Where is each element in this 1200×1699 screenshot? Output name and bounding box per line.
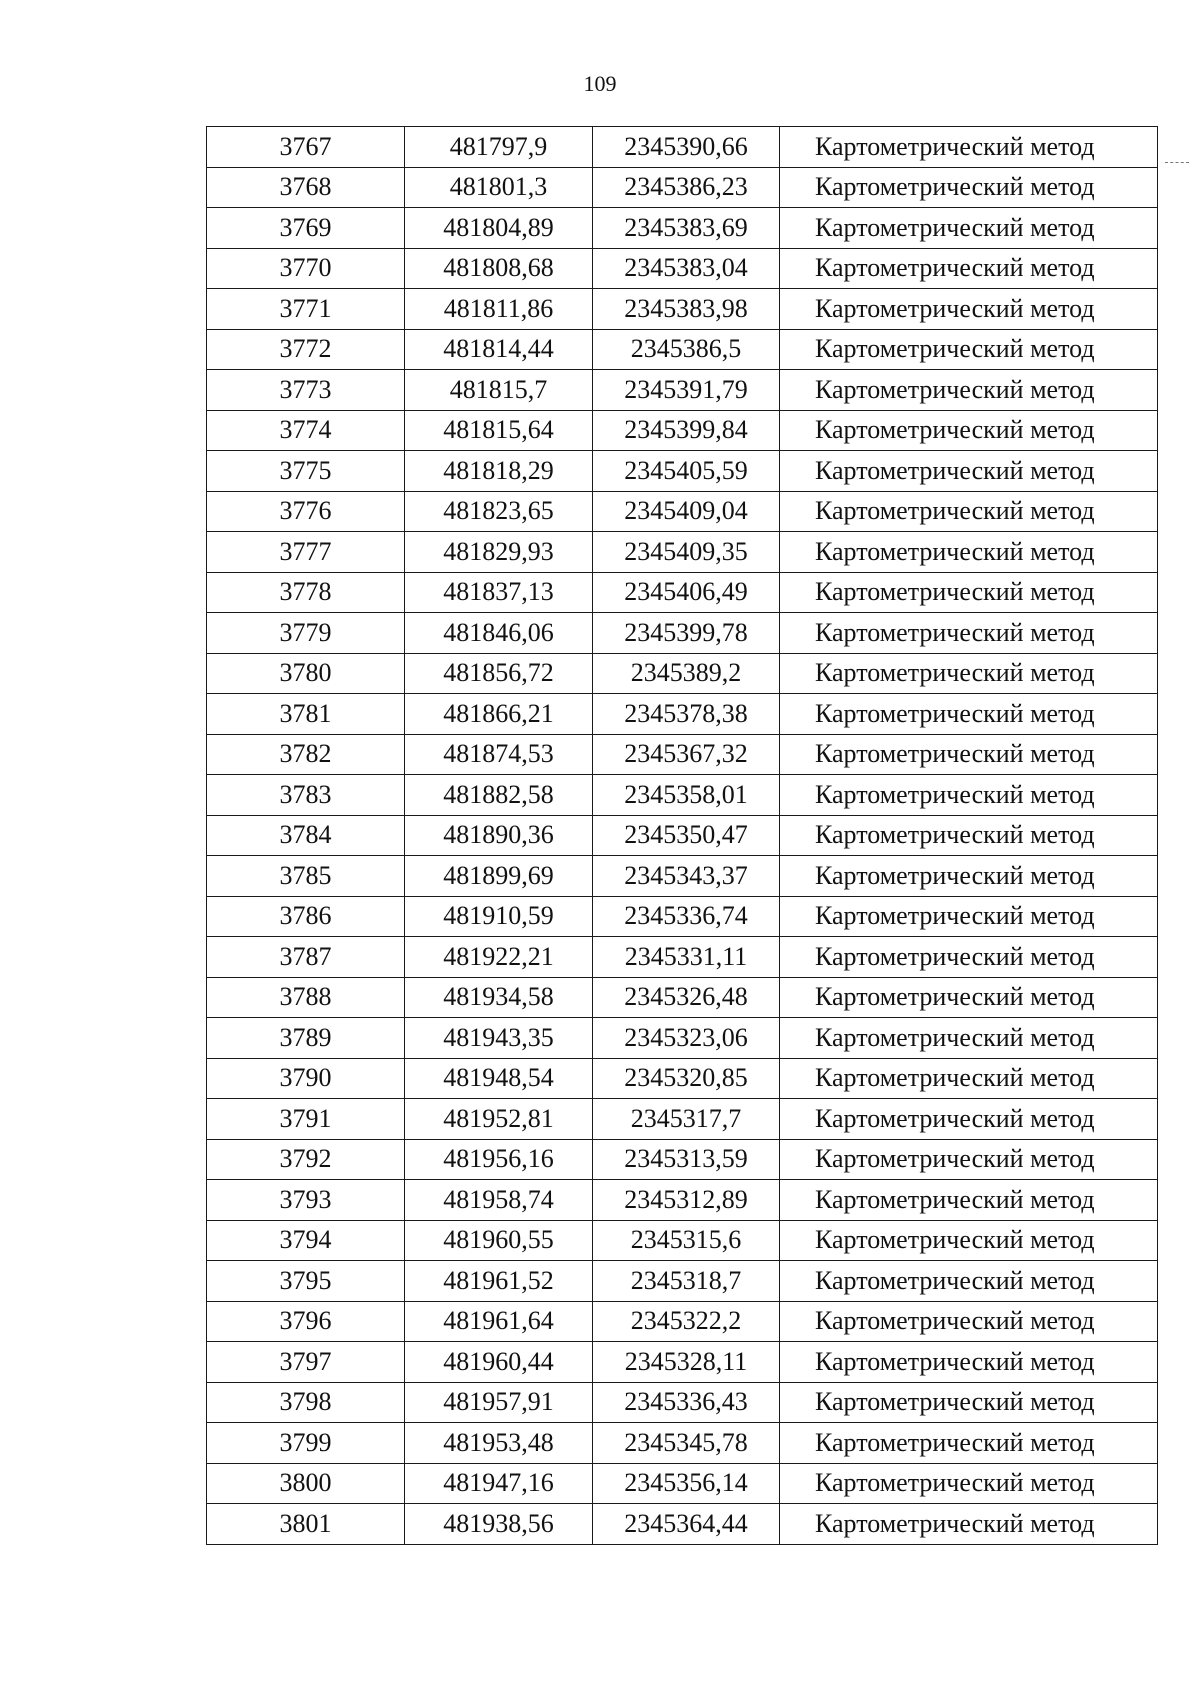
table-row — [207, 167, 1158, 208]
cell-x-coordinate: 481815,64 — [405, 410, 593, 451]
cell-y-coordinate: 2345343,37 — [593, 856, 780, 897]
cell-point-number: 3789 — [207, 1018, 405, 1059]
cell-y-coordinate: 2345356,14 — [593, 1463, 780, 1504]
cell-point-number: 3786 — [207, 896, 405, 937]
cell-y-coordinate: 2345389,2 — [593, 653, 780, 694]
cell-y-coordinate: 2345312,89 — [593, 1180, 780, 1221]
cell-x-coordinate: 481797,9 — [405, 127, 593, 168]
table-row — [207, 653, 1158, 694]
cell-y-coordinate: 2345345,78 — [593, 1423, 780, 1464]
cell-point-number: 3776 — [207, 491, 405, 532]
cell-point-number: 3768 — [207, 167, 405, 208]
cell-point-number: 3769 — [207, 208, 405, 249]
cell-x-coordinate: 481818,29 — [405, 451, 593, 492]
cell-y-coordinate: 2345367,32 — [593, 734, 780, 775]
cell-point-number: 3781 — [207, 694, 405, 735]
coordinates-table — [206, 126, 1158, 1545]
table-row — [207, 289, 1158, 330]
table-row — [207, 1099, 1158, 1140]
cell-x-coordinate: 481823,65 — [405, 491, 593, 532]
table-row — [207, 127, 1158, 168]
cell-y-coordinate: 2345358,01 — [593, 775, 780, 816]
cell-y-coordinate: 2345390,66 — [593, 127, 780, 168]
table-row — [207, 856, 1158, 897]
cell-x-coordinate: 481899,69 — [405, 856, 593, 897]
cell-point-number: 3791 — [207, 1099, 405, 1140]
cell-x-coordinate: 481856,72 — [405, 653, 593, 694]
cell-point-number: 3778 — [207, 572, 405, 613]
cell-y-coordinate: 2345399,84 — [593, 410, 780, 451]
cell-point-number: 3780 — [207, 653, 405, 694]
cell-y-coordinate: 2345350,47 — [593, 815, 780, 856]
cell-y-coordinate: 2345386,5 — [593, 329, 780, 370]
cell-method: Картометрический метод — [780, 1342, 1158, 1383]
cell-x-coordinate: 481938,56 — [405, 1504, 593, 1545]
cell-method: Картометрический метод — [780, 410, 1158, 451]
cell-x-coordinate: 481957,91 — [405, 1382, 593, 1423]
cell-method: Картометрический метод — [780, 491, 1158, 532]
cell-x-coordinate: 481956,16 — [405, 1139, 593, 1180]
table-row — [207, 410, 1158, 451]
cell-x-coordinate: 481815,7 — [405, 370, 593, 411]
cell-point-number: 3800 — [207, 1463, 405, 1504]
cell-y-coordinate: 2345331,11 — [593, 937, 780, 978]
cell-method: Картометрический метод — [780, 977, 1158, 1018]
table-row — [207, 370, 1158, 411]
cell-y-coordinate: 2345336,74 — [593, 896, 780, 937]
table-row — [207, 937, 1158, 978]
cell-point-number: 3790 — [207, 1058, 405, 1099]
table-row — [207, 532, 1158, 573]
table-row — [207, 1342, 1158, 1383]
table-row — [207, 1423, 1158, 1464]
cell-x-coordinate: 481866,21 — [405, 694, 593, 735]
cell-x-coordinate: 481958,74 — [405, 1180, 593, 1221]
cell-method: Картометрический метод — [780, 1382, 1158, 1423]
table-row — [207, 977, 1158, 1018]
table-row — [207, 775, 1158, 816]
cell-method: Картометрический метод — [780, 248, 1158, 289]
cell-point-number: 3796 — [207, 1301, 405, 1342]
cell-x-coordinate: 481961,64 — [405, 1301, 593, 1342]
cell-y-coordinate: 2345405,59 — [593, 451, 780, 492]
cell-y-coordinate: 2345336,43 — [593, 1382, 780, 1423]
cell-method: Картометрический метод — [780, 127, 1158, 168]
cell-y-coordinate: 2345322,2 — [593, 1301, 780, 1342]
cell-y-coordinate: 2345315,6 — [593, 1220, 780, 1261]
cell-x-coordinate: 481890,36 — [405, 815, 593, 856]
table-row — [207, 1261, 1158, 1302]
cell-x-coordinate: 481846,06 — [405, 613, 593, 654]
cell-point-number: 3782 — [207, 734, 405, 775]
cell-y-coordinate: 2345318,7 — [593, 1261, 780, 1302]
cell-y-coordinate: 2345409,04 — [593, 491, 780, 532]
cell-method: Картометрический метод — [780, 370, 1158, 411]
cell-y-coordinate: 2345399,78 — [593, 613, 780, 654]
cell-point-number: 3788 — [207, 977, 405, 1018]
cell-method: Картометрический метод — [780, 1220, 1158, 1261]
table-row — [207, 1139, 1158, 1180]
cell-x-coordinate: 481874,53 — [405, 734, 593, 775]
cell-method: Картометрический метод — [780, 734, 1158, 775]
cell-x-coordinate: 481801,3 — [405, 167, 593, 208]
cell-method: Картометрический метод — [780, 532, 1158, 573]
cell-point-number: 3783 — [207, 775, 405, 816]
cell-x-coordinate: 481814,44 — [405, 329, 593, 370]
cell-point-number: 3772 — [207, 329, 405, 370]
table-row — [207, 1058, 1158, 1099]
cell-method: Картометрический метод — [780, 208, 1158, 249]
cell-x-coordinate: 481948,54 — [405, 1058, 593, 1099]
cell-point-number: 3795 — [207, 1261, 405, 1302]
cell-y-coordinate: 2345391,79 — [593, 370, 780, 411]
table-row — [207, 1018, 1158, 1059]
cell-point-number: 3779 — [207, 613, 405, 654]
cell-y-coordinate: 2345406,49 — [593, 572, 780, 613]
cell-method: Картометрический метод — [780, 1058, 1158, 1099]
cell-x-coordinate: 481952,81 — [405, 1099, 593, 1140]
cell-point-number: 3785 — [207, 856, 405, 897]
cell-y-coordinate: 2345313,59 — [593, 1139, 780, 1180]
cell-method: Картометрический метод — [780, 1504, 1158, 1545]
cell-method: Картометрический метод — [780, 572, 1158, 613]
cell-method: Картометрический метод — [780, 775, 1158, 816]
cell-point-number: 3801 — [207, 1504, 405, 1545]
cell-x-coordinate: 481947,16 — [405, 1463, 593, 1504]
cell-x-coordinate: 481910,59 — [405, 896, 593, 937]
table-row — [207, 329, 1158, 370]
cell-method: Картометрический метод — [780, 289, 1158, 330]
table-row — [207, 1180, 1158, 1221]
cell-x-coordinate: 481953,48 — [405, 1423, 593, 1464]
cell-y-coordinate: 2345378,38 — [593, 694, 780, 735]
cell-y-coordinate: 2345364,44 — [593, 1504, 780, 1545]
cell-y-coordinate: 2345383,04 — [593, 248, 780, 289]
table-row — [207, 1382, 1158, 1423]
table-row — [207, 1301, 1158, 1342]
table-row — [207, 815, 1158, 856]
cell-y-coordinate: 2345317,7 — [593, 1099, 780, 1140]
cell-x-coordinate: 481804,89 — [405, 208, 593, 249]
cell-method: Картометрический метод — [780, 167, 1158, 208]
table-row — [207, 613, 1158, 654]
cell-method: Картометрический метод — [780, 1099, 1158, 1140]
table-row — [207, 248, 1158, 289]
cell-x-coordinate: 481961,52 — [405, 1261, 593, 1302]
cell-method: Картометрический метод — [780, 451, 1158, 492]
table-row — [207, 1504, 1158, 1545]
table-row — [207, 734, 1158, 775]
cell-x-coordinate: 481922,21 — [405, 937, 593, 978]
cell-method: Картометрический метод — [780, 856, 1158, 897]
cell-x-coordinate: 481934,58 — [405, 977, 593, 1018]
coordinates-table-body — [207, 127, 1158, 1545]
cell-x-coordinate: 481882,58 — [405, 775, 593, 816]
cell-method: Картометрический метод — [780, 1018, 1158, 1059]
cell-method: Картометрический метод — [780, 1261, 1158, 1302]
cell-point-number: 3770 — [207, 248, 405, 289]
cell-method: Картометрический метод — [780, 1301, 1158, 1342]
cell-method: Картометрический метод — [780, 896, 1158, 937]
cell-point-number: 3787 — [207, 937, 405, 978]
cell-y-coordinate: 2345320,85 — [593, 1058, 780, 1099]
cell-method: Картометрический метод — [780, 613, 1158, 654]
cell-x-coordinate: 481960,55 — [405, 1220, 593, 1261]
scan-artifact-dash — [1165, 162, 1189, 163]
cell-method: Картометрический метод — [780, 1180, 1158, 1221]
cell-method: Картометрический метод — [780, 694, 1158, 735]
cell-point-number: 3793 — [207, 1180, 405, 1221]
cell-y-coordinate: 2345409,35 — [593, 532, 780, 573]
page-number: 109 — [583, 71, 617, 96]
table-row — [207, 208, 1158, 249]
cell-point-number: 3767 — [207, 127, 405, 168]
cell-point-number: 3799 — [207, 1423, 405, 1464]
cell-method: Картометрический метод — [780, 815, 1158, 856]
cell-point-number: 3771 — [207, 289, 405, 330]
cell-x-coordinate: 481829,93 — [405, 532, 593, 573]
cell-method: Картометрический метод — [780, 1139, 1158, 1180]
cell-y-coordinate: 2345326,48 — [593, 977, 780, 1018]
cell-point-number: 3784 — [207, 815, 405, 856]
table-row — [207, 896, 1158, 937]
table-row — [207, 572, 1158, 613]
cell-point-number: 3798 — [207, 1382, 405, 1423]
cell-method: Картометрический метод — [780, 329, 1158, 370]
cell-point-number: 3797 — [207, 1342, 405, 1383]
cell-point-number: 3773 — [207, 370, 405, 411]
cell-x-coordinate: 481943,35 — [405, 1018, 593, 1059]
cell-y-coordinate: 2345383,69 — [593, 208, 780, 249]
cell-x-coordinate: 481808,68 — [405, 248, 593, 289]
cell-method: Картометрический метод — [780, 937, 1158, 978]
cell-point-number: 3792 — [207, 1139, 405, 1180]
cell-x-coordinate: 481811,86 — [405, 289, 593, 330]
table-row — [207, 694, 1158, 735]
cell-y-coordinate: 2345328,11 — [593, 1342, 780, 1383]
cell-y-coordinate: 2345386,23 — [593, 167, 780, 208]
cell-y-coordinate: 2345323,06 — [593, 1018, 780, 1059]
table-row — [207, 451, 1158, 492]
cell-method: Картометрический метод — [780, 653, 1158, 694]
cell-x-coordinate: 481837,13 — [405, 572, 593, 613]
cell-point-number: 3777 — [207, 532, 405, 573]
cell-x-coordinate: 481960,44 — [405, 1342, 593, 1383]
cell-method: Картометрический метод — [780, 1463, 1158, 1504]
table-row — [207, 1220, 1158, 1261]
cell-y-coordinate: 2345383,98 — [593, 289, 780, 330]
table-row — [207, 491, 1158, 532]
table-row — [207, 1463, 1158, 1504]
cell-method: Картометрический метод — [780, 1423, 1158, 1464]
cell-point-number: 3775 — [207, 451, 405, 492]
cell-point-number: 3794 — [207, 1220, 405, 1261]
cell-point-number: 3774 — [207, 410, 405, 451]
